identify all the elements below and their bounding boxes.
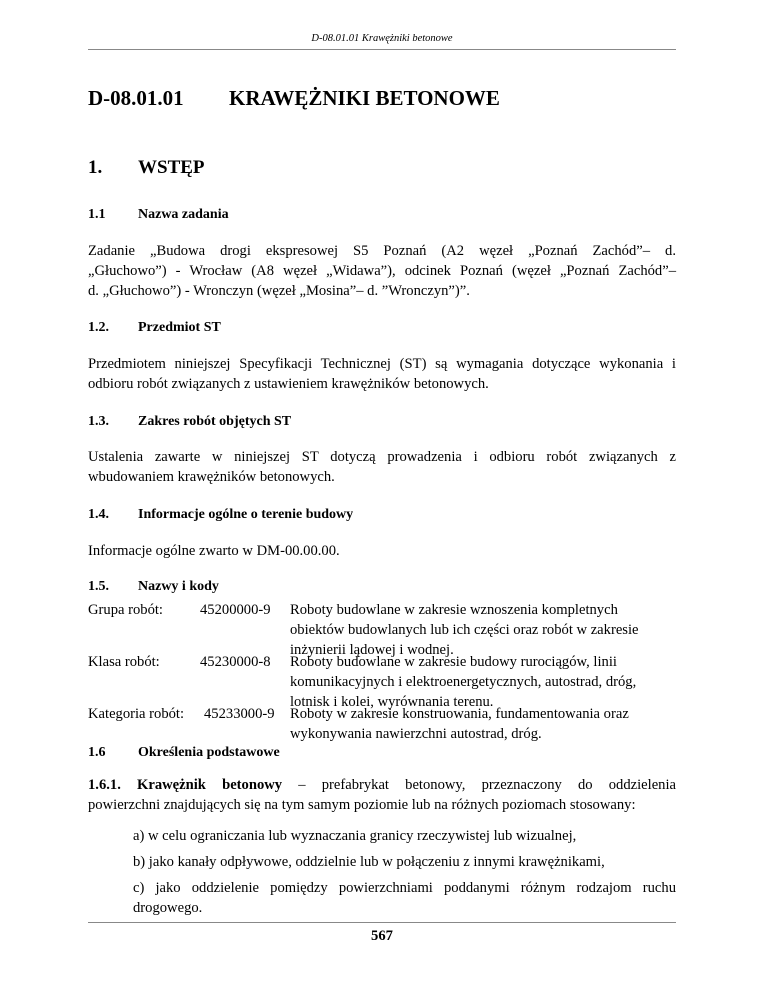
description-line: Roboty budowlane w zakresie wznoszenia kompletnych	[290, 602, 618, 618]
definition-line: powierzchni znajdujących się na tym samym poziomie lub na różnych poziomach stosowany:	[88, 797, 636, 813]
paragraph: Informacje ogólne zwarto w DM-00.00.00.	[88, 543, 340, 559]
definition-text: – prefabrykat betonowy, przeznaczony do oddzielenia	[282, 777, 676, 793]
subsection-title: Określenia podstawowe	[138, 745, 280, 760]
code-table-label: Grupa robót:	[88, 602, 163, 618]
definition-term: 1.6.1. Krawężnik betonowy	[88, 777, 283, 793]
subsection-number: 1.4.	[88, 507, 109, 522]
section-title: WSTĘP	[138, 157, 205, 178]
description-line: lotnisk i kolei, wyrównania terenu.	[290, 694, 494, 710]
footer-rule	[88, 922, 676, 923]
document-code: D-08.01.01	[88, 86, 184, 110]
description-line: wykonywania nawierzchni autostrad, dróg.	[290, 726, 542, 742]
paragraph-line: Przedmiotem niniejszej Specyfikacji Technicznej (ST) są wymagania dotyczące wykonania i	[88, 356, 676, 372]
subsection-title: Nazwy i kody	[138, 579, 219, 594]
description-line: inżynierii lądowej i wodnej.	[290, 642, 454, 658]
page-number: 567	[371, 928, 393, 944]
subsection-number: 1.6	[88, 745, 106, 760]
definition-paragraph	[88, 775, 676, 815]
subsection-title: Przedmiot ST	[138, 320, 221, 335]
paragraph-line: Zadanie „Budowa drogi ekspresowej S5 Poznań (A2 węzeł „Poznań Zachód”– d.	[88, 243, 676, 259]
subsection-title: Nazwa zadania	[138, 207, 229, 222]
paragraph-line: „Głuchowo”) - Wrocław (A8 węzeł „Widawa”), odcinek Poznań (węzeł „Poznań Zachód”–	[88, 263, 676, 279]
description-line: Roboty budowlane w zakresie budowy rurociągów, linii	[290, 654, 617, 670]
paragraph	[88, 354, 676, 394]
subsection-number: 1.3.	[88, 414, 109, 429]
definition-line	[88, 775, 676, 795]
description-line: komunikacyjnych i elektroenergetycznych, autostrad, dróg,	[290, 674, 637, 690]
list-item-a: a) w celu ograniczania lub wyznaczania granicy rzeczywistej lub wizualnej,	[133, 828, 577, 844]
paragraph-line: Ustalenia zawarte w niniejszej ST dotyczą prowadzenia i odbioru robót związanych z	[88, 449, 676, 465]
running-header: D-08.01.01 Krawężniki betonowe	[311, 33, 453, 44]
code-table-description	[290, 652, 680, 712]
code-table-description	[290, 704, 680, 744]
paragraph	[88, 241, 676, 301]
code-table-label: Kategoria robót:	[88, 706, 185, 722]
list-line: c) jako oddzielenie pomiędzy powierzchniami poddanymi różnym rodzajom ruchu	[133, 880, 676, 896]
code-table-code: 45230000-8	[200, 654, 271, 670]
paragraph-line: wbudowaniem krawężników betonowych.	[88, 469, 335, 485]
document-title: KRAWĘŻNIKI BETONOWE	[229, 86, 500, 110]
subsection-number: 1.5.	[88, 579, 109, 594]
paragraph	[88, 447, 676, 487]
section-number: 1.	[88, 157, 103, 178]
list-line: drogowego.	[133, 900, 203, 916]
description-line: obiektów budowlanych lub ich części oraz robót w zakresie	[290, 622, 639, 638]
code-table-description	[290, 600, 680, 660]
paragraph-line: d. „Głuchowo”) - Wronczyn (węzeł „Mosina”– d. ”Wronczyn”)”.	[88, 283, 470, 299]
list-item-b: b) jako kanały odpływowe, oddzielnie lub w połączeniu z innymi krawężnikami,	[133, 854, 605, 870]
header-rule	[88, 49, 676, 50]
subsection-number: 1.2.	[88, 320, 109, 335]
code-table-code: 45233000-9	[204, 706, 275, 722]
description-line: Roboty w zakresie konstruowania, fundamentowania oraz	[290, 706, 629, 722]
list-item-c	[133, 878, 676, 918]
subsection-title: Informacje ogólne o terenie budowy	[138, 507, 354, 522]
subsection-title: Zakres robót objętych ST	[138, 414, 292, 429]
paragraph-line: odbioru robót związanych z ustawieniem krawężników betonowych.	[88, 376, 489, 392]
code-table-label: Klasa robót:	[88, 654, 160, 670]
subsection-number: 1.1	[88, 207, 106, 222]
code-table-code: 45200000-9	[200, 602, 271, 618]
